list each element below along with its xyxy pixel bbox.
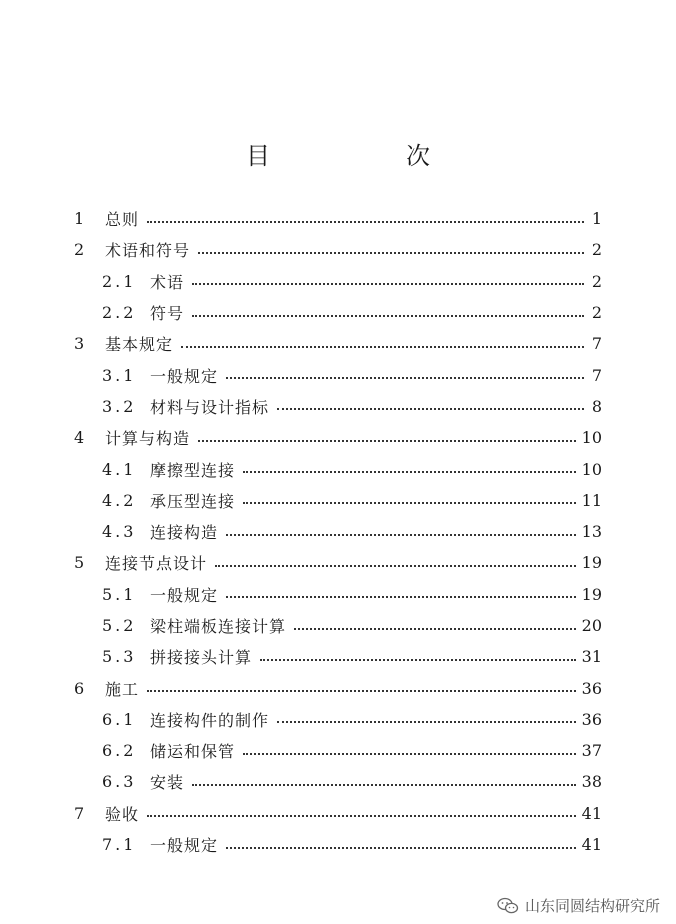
toc-leader-dots <box>243 502 576 504</box>
toc-number: 3.1 <box>102 365 137 385</box>
toc-page-number: 36 <box>581 709 602 729</box>
toc-leader-dots <box>243 753 576 755</box>
toc-label: 一般规定 <box>150 836 219 856</box>
toc-page-number: 20 <box>581 616 602 635</box>
toc-leader-dots <box>192 283 584 285</box>
toc-number: 4.1 <box>102 459 137 479</box>
toc-page-number: 41 <box>581 835 602 855</box>
toc-page-number: 2 <box>591 240 602 260</box>
toc-subentry[interactable] <box>74 579 602 610</box>
toc-label: 连接节点设计 <box>105 554 208 574</box>
toc-entry[interactable] <box>74 798 602 829</box>
toc-subentry[interactable] <box>74 266 602 297</box>
toc-number: 5 <box>74 553 85 573</box>
toc-leader-dots <box>192 784 576 786</box>
toc-entry[interactable] <box>74 234 602 265</box>
toc-subentry[interactable] <box>74 453 602 484</box>
toc-number: 2.1 <box>102 271 137 291</box>
watermark-text: 山东同圆结构研究所 <box>524 897 660 915</box>
toc-subentry[interactable] <box>74 735 602 766</box>
toc-subentry[interactable] <box>74 297 602 328</box>
toc-label: 拼接接头计算 <box>150 648 253 668</box>
toc-entry[interactable] <box>74 203 602 234</box>
toc-number: 6 <box>74 678 85 698</box>
toc-subentry[interactable] <box>74 610 602 641</box>
toc-leader-dots <box>243 471 576 473</box>
toc-number: 2.2 <box>102 303 137 323</box>
toc-leader-dots <box>226 534 576 536</box>
toc-page-number: 2 <box>591 271 602 291</box>
toc-entry[interactable] <box>74 672 602 703</box>
toc-label: 一般规定 <box>150 366 219 386</box>
toc-label: 总则 <box>105 210 140 230</box>
toc-subentry[interactable] <box>74 766 602 797</box>
toc-page-number: 10 <box>581 428 602 448</box>
toc-page-number: 31 <box>581 647 602 667</box>
toc-page-number: 2 <box>591 303 602 323</box>
toc-leader-dots <box>147 815 576 817</box>
toc-number: 2 <box>74 240 85 260</box>
toc-leader-dots <box>147 221 584 223</box>
toc-leader-dots <box>226 847 576 849</box>
toc-number: 4.2 <box>102 490 137 510</box>
toc-subentry[interactable] <box>74 485 602 516</box>
toc-number: 5.3 <box>102 647 137 667</box>
toc-label: 基本规定 <box>105 335 174 355</box>
toc-label: 梁柱端板连接计算 <box>150 617 287 636</box>
toc-page-number: 37 <box>581 741 602 761</box>
toc-page-number: 7 <box>591 365 602 385</box>
toc-label: 连接构件的制作 <box>150 710 270 730</box>
toc-leader-dots <box>198 252 584 254</box>
toc-number: 6.1 <box>102 709 137 729</box>
toc-leader-dots <box>192 315 584 317</box>
toc-leader-dots <box>181 346 584 348</box>
toc-page-number: 19 <box>581 553 602 573</box>
toc-label: 连接构造 <box>150 523 219 543</box>
watermark <box>497 895 660 916</box>
toc-leader-dots <box>277 721 576 723</box>
toc-label: 承压型连接 <box>150 491 236 511</box>
toc-leader-dots <box>226 596 576 598</box>
toc-number: 3 <box>74 334 85 354</box>
toc-page-number: 1 <box>591 209 602 229</box>
toc-page-number: 38 <box>581 772 602 792</box>
toc-leader-dots <box>294 628 576 630</box>
toc-page-number: 41 <box>581 803 602 823</box>
toc-label: 术语 <box>150 272 185 292</box>
toc-number: 3.2 <box>102 396 137 416</box>
toc-leader-dots <box>277 408 584 410</box>
toc-leader-dots <box>260 659 576 661</box>
toc-label: 材料与设计指标 <box>150 397 270 417</box>
toc-subentry[interactable] <box>74 829 602 860</box>
toc-leader-dots <box>198 440 576 442</box>
toc-subentry[interactable] <box>74 359 602 390</box>
toc-number: 7 <box>74 803 85 823</box>
toc-label: 安装 <box>150 773 185 793</box>
toc-number: 6.2 <box>102 741 137 761</box>
toc-number: 1 <box>74 209 85 229</box>
toc-number: 5.1 <box>102 584 137 604</box>
toc-label: 计算与构造 <box>105 429 191 449</box>
toc-leader-dots <box>147 690 576 692</box>
toc-number: 6.3 <box>102 772 137 792</box>
table-of-contents <box>74 203 602 860</box>
toc-number: 4.3 <box>102 522 137 542</box>
toc-entry[interactable] <box>74 328 602 359</box>
toc-number: 5.2 <box>102 616 137 635</box>
toc-page-number: 13 <box>581 522 602 542</box>
toc-label: 术语和符号 <box>105 241 191 261</box>
toc-page-number: 36 <box>581 678 602 698</box>
toc-entry[interactable] <box>74 547 602 578</box>
toc-subentry[interactable] <box>74 516 602 547</box>
page-title: 目 次 <box>246 142 486 170</box>
toc-label: 摩擦型连接 <box>150 460 236 480</box>
toc-label: 验收 <box>105 804 140 824</box>
toc-label: 符号 <box>150 304 185 324</box>
toc-number: 4 <box>74 428 85 448</box>
toc-subentry[interactable] <box>74 641 602 672</box>
toc-label: 一般规定 <box>150 585 219 605</box>
toc-label: 储运和保管 <box>150 742 236 762</box>
toc-page-number: 11 <box>581 490 602 510</box>
toc-subentry[interactable] <box>74 704 602 735</box>
toc-page-number: 10 <box>581 459 602 479</box>
wechat-icon <box>497 897 519 915</box>
toc-entry[interactable] <box>74 422 602 453</box>
toc-leader-dots <box>226 377 584 379</box>
toc-page-number: 8 <box>591 396 602 416</box>
toc-leader-dots <box>215 565 576 567</box>
toc-number: 7.1 <box>102 835 137 855</box>
toc-label: 施工 <box>105 679 140 699</box>
toc-subentry[interactable] <box>74 391 602 422</box>
toc-page-number: 7 <box>591 334 602 354</box>
toc-page-number: 19 <box>581 584 602 604</box>
